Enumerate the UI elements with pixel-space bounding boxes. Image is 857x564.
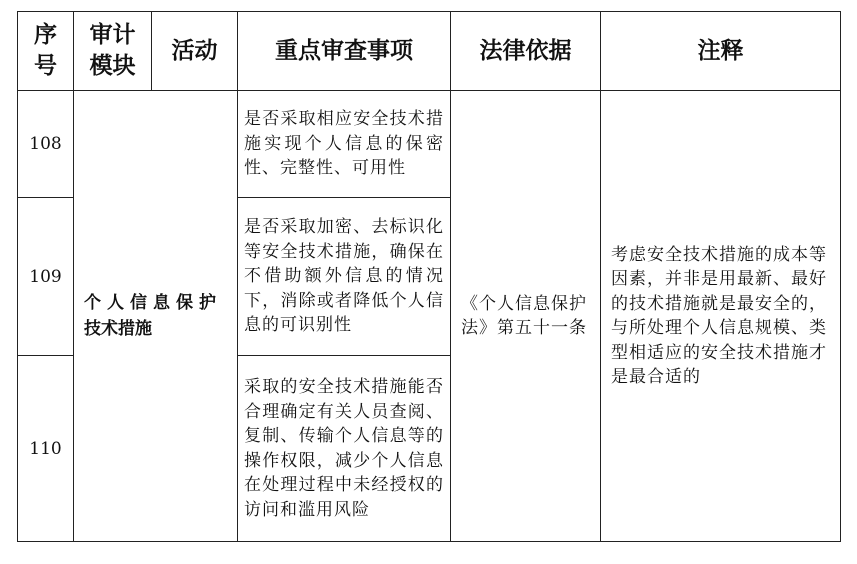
header-activity: 活动 [152,12,238,91]
header-basis: 法律依据 [451,12,601,91]
audit-module-cell [74,91,238,542]
table-row [18,91,841,198]
legal-basis-cell: 《个人信息保护法》第五十一条 [451,91,601,542]
header-note: 注释 [601,12,841,91]
audit-table [17,11,841,542]
row-number: 110 [18,356,74,542]
focus-item: 是否采取加密、去标识化等安全技术措施，确保在不借助额外信息的情况下，消除或者降低个人信息的可识别性 [238,198,451,356]
focus-item: 是否采取相应安全技术措施实现个人信息的保密性、完整性、可用性 [238,91,451,198]
table-header-row [18,12,841,91]
audit-table-container [17,11,841,542]
header-module: 审计模块 [74,12,152,91]
row-number: 108 [18,91,74,198]
module-line-1: 个人信息保护 [84,293,222,313]
focus-item: 采取的安全技术措施能否合理确定有关人员查阅、复制、传输个人信息等的操作权限，减少个人信息在处理过程中未经授权的访问和滥用风险 [238,356,451,542]
header-focus: 重点审查事项 [238,12,451,91]
note-cell: 考虑安全技术措施的成本等因素，并非是用最新、最好的技术措施就是最安全的，与所处理个人信息规模、类型相适应的安全技术措施才是最合适的 [601,91,841,542]
module-line-2: 技术措施 [84,319,152,339]
header-number: 序号 [18,12,74,91]
row-number: 109 [18,198,74,356]
